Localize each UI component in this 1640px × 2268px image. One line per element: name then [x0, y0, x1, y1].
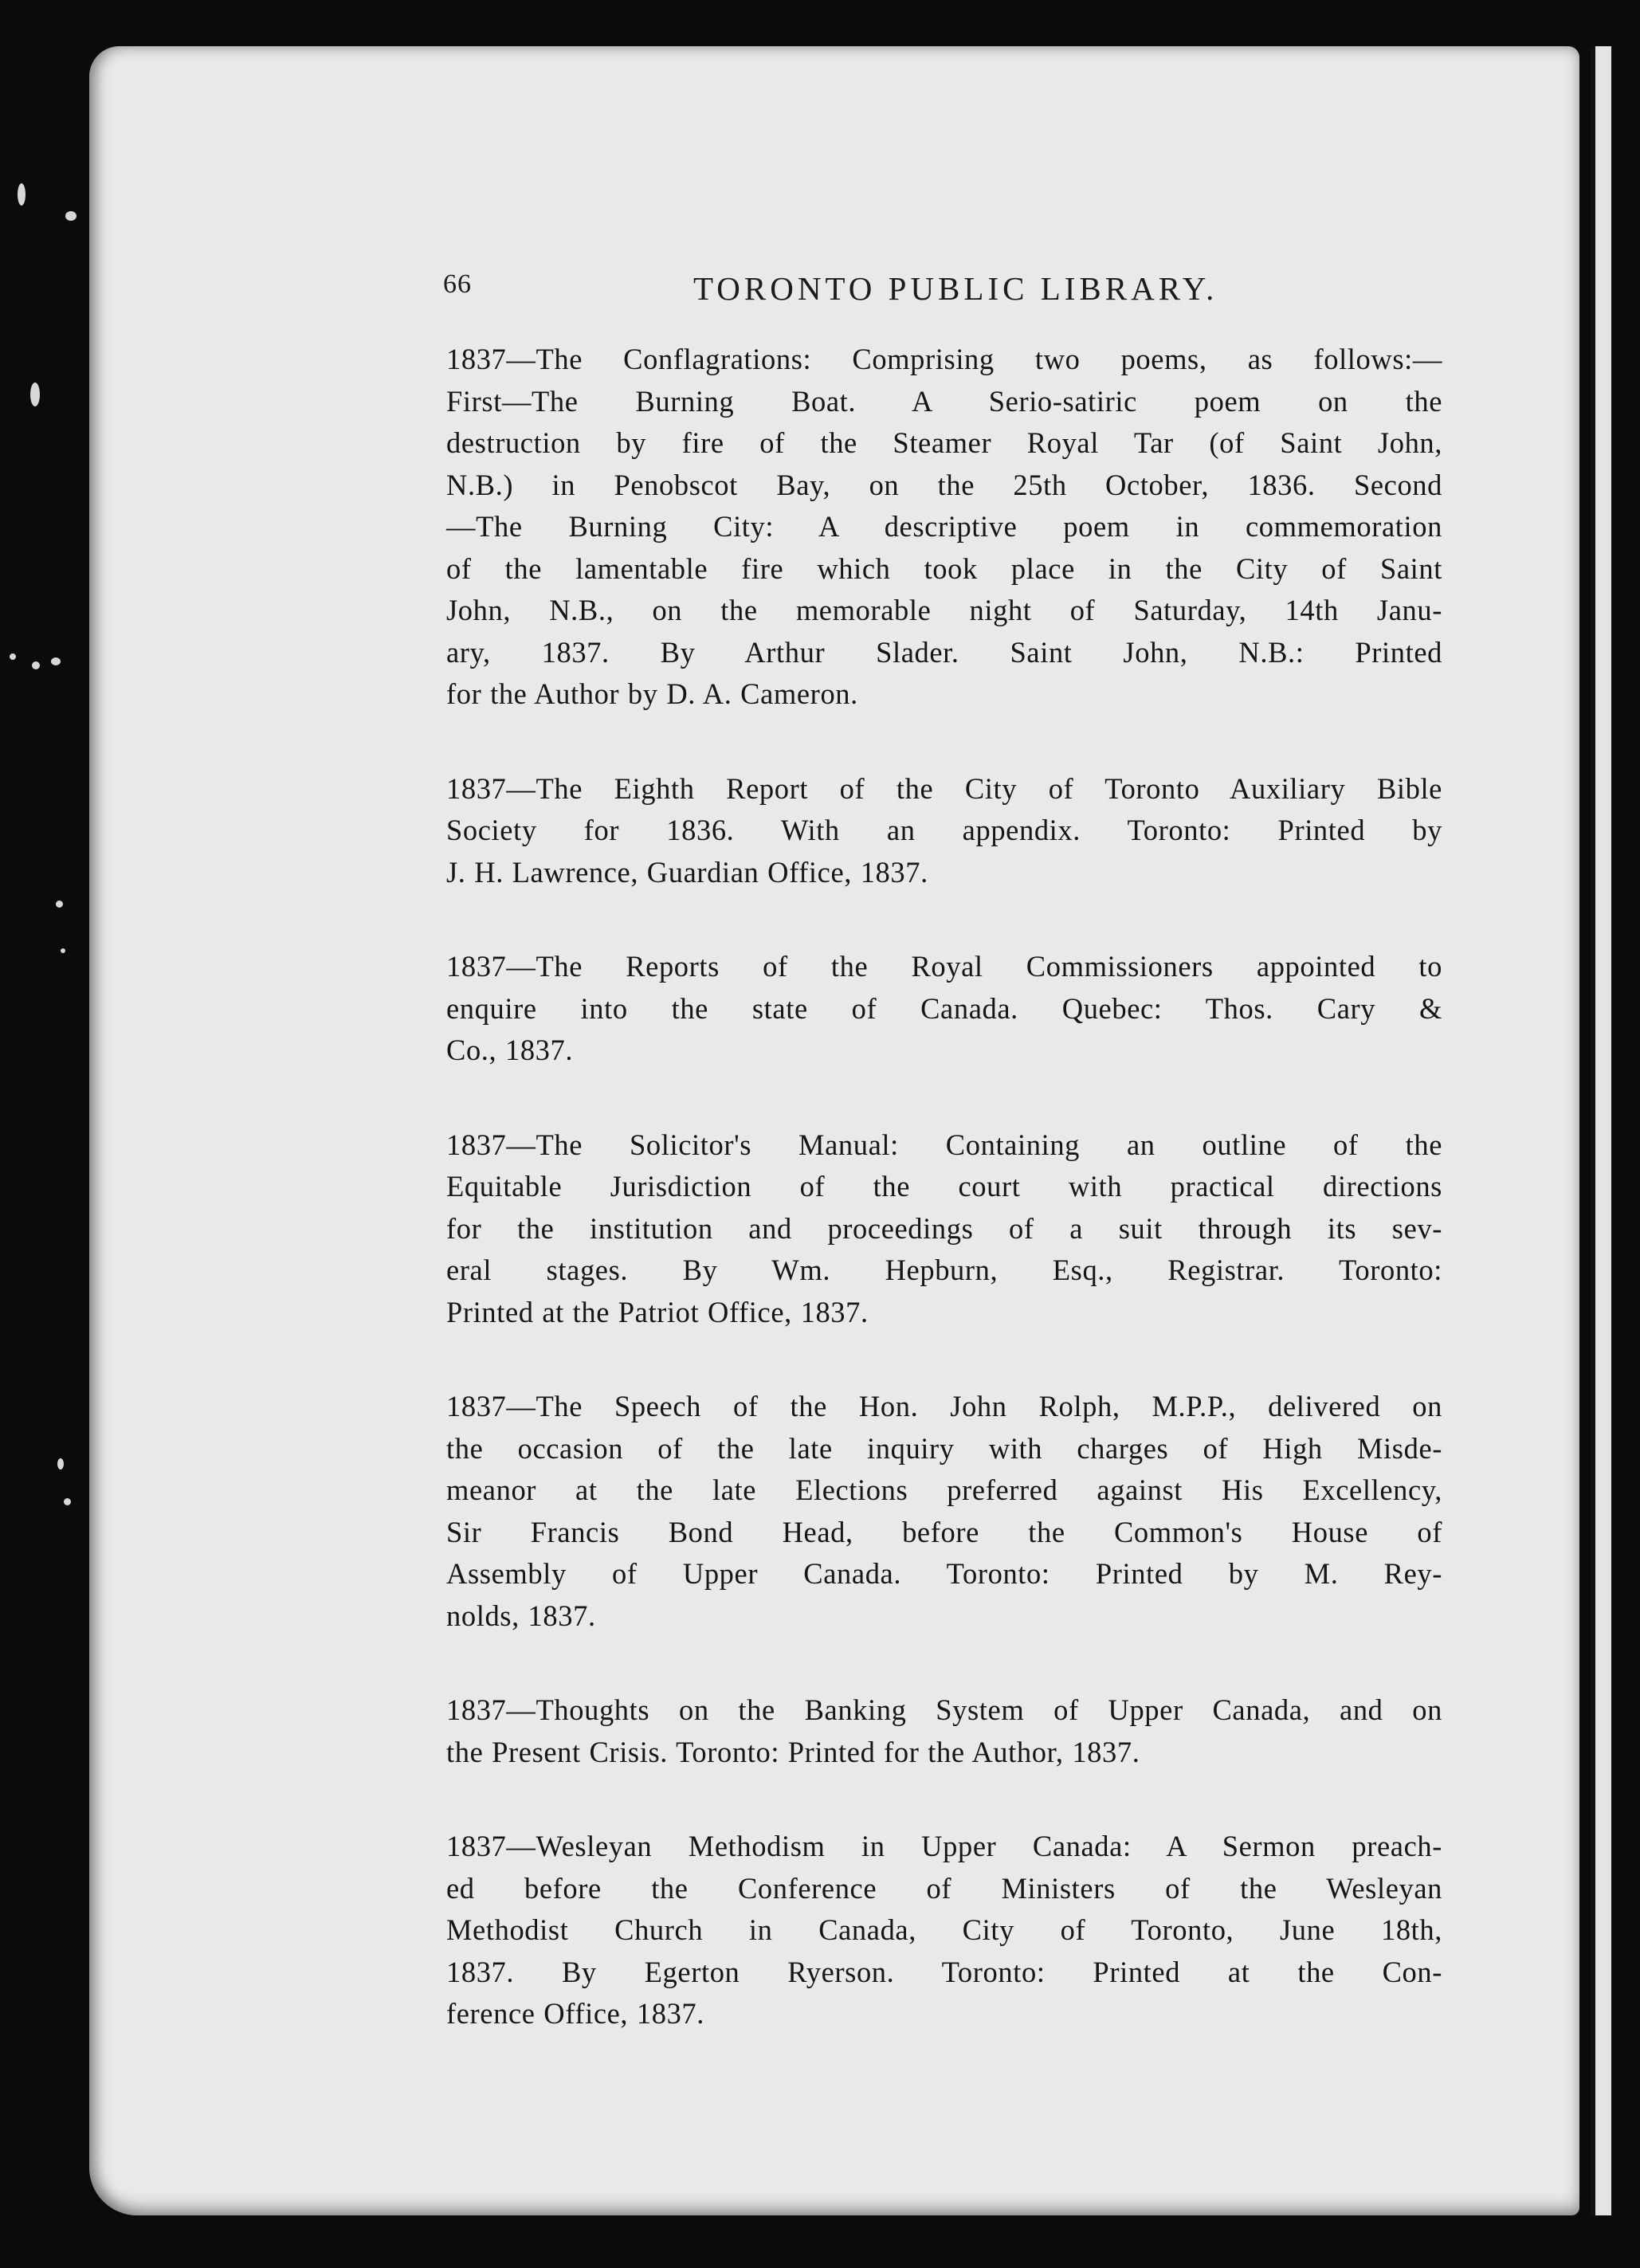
entry-line: Assembly of Upper Canada. Toronto: Printed by M. Rey-	[446, 1557, 1442, 1590]
entry-line: enquire into the state of Canada. Quebec: Thos. Cary &	[446, 991, 1442, 1025]
entry-line: of the lamentable fire which took place in the City of Saint	[446, 551, 1442, 585]
entry-line: 1837—Thoughts on the Banking System of Upper Canada, and on	[446, 1693, 1442, 1726]
entry-line: 1837—Wesleyan Methodism in Upper Canada: A Sermon preach-	[446, 1830, 1442, 1862]
entry-line: meanor at the late Elections preferred against His Excellency,	[446, 1473, 1442, 1506]
bibliography-entry	[446, 1124, 1442, 1334]
entry-line: 1837—The Conflagrations: Comprising two poems, as follows:—	[446, 343, 1442, 375]
entry-line: for the institution and proceedings of a suit through its sev-	[446, 1211, 1442, 1245]
entry-line: Methodist Church in Canada, City of Toronto, June 18th,	[446, 1913, 1442, 1946]
entry-line: Printed at the Patriot Office, 1837.	[446, 1295, 869, 1328]
entry-line: Equitable Jurisdiction of the court with practical directions	[446, 1170, 1442, 1203]
entry-line: ference Office, 1837.	[446, 1997, 705, 2030]
bibliography-entry	[446, 946, 1442, 1072]
facing-page-edge	[1591, 46, 1611, 2215]
bibliography-entry	[446, 1826, 1442, 2035]
entry-line: Co., 1837.	[446, 1034, 574, 1066]
entry-line: the Present Crisis. Toronto: Printed for the Author, 1837.	[446, 1735, 1140, 1768]
entry-line: the occasion of the late inquiry with charges of High Misde-	[446, 1431, 1442, 1465]
page-number: 66	[443, 269, 472, 299]
entry-line: N.B.) in Penobscot Bay, on the 25th October, 1836. Second	[446, 468, 1442, 501]
entry-line: 1837—The Eighth Report of the City of Toronto Auxiliary Bible	[446, 771, 1442, 805]
entry-line: eral stages. By Wm. Hepburn, Esq., Registrar. Toronto:	[446, 1254, 1442, 1286]
entry-line: Society for 1836. With an appendix. Toronto: Printed by	[446, 814, 1442, 846]
entry-line: nolds, 1837.	[446, 1599, 596, 1632]
entry-line: ary, 1837. By Arthur Slader. Saint John, N.B.: Printed	[446, 635, 1442, 669]
bibliography-entry	[446, 1386, 1442, 1637]
bibliography-entry	[446, 1689, 1442, 1773]
page-header	[443, 269, 1283, 317]
bibliography-entries	[446, 339, 1442, 2088]
entry-line: 1837—The Speech of the Hon. John Rolph, M.P.P., delivered on	[446, 1390, 1442, 1422]
entry-line: J. H. Lawrence, Guardian Office, 1837.	[446, 855, 928, 889]
entry-line: First—The Burning Boat. A Serio-satiric poem on the	[446, 384, 1442, 418]
entry-line: for the Author by D. A. Cameron.	[446, 677, 858, 710]
scan-margin-artifacts	[0, 0, 88, 2268]
entry-line: destruction by fire of the Steamer Royal Tar (of Saint John,	[446, 426, 1442, 459]
entry-line: 1837. By Egerton Ryerson. Toronto: Printed at the Con-	[446, 1955, 1442, 1988]
running-title: TORONTO PUBLIC LIBRARY.	[693, 270, 1218, 307]
entry-line: Sir Francis Bond Head, before the Common's House of	[446, 1515, 1442, 1548]
entry-line: John, N.B., on the memorable night of Saturday, 14th Janu-	[446, 594, 1442, 626]
bibliography-entry	[446, 768, 1442, 894]
bibliography-entry	[446, 339, 1442, 716]
entry-line: ed before the Conference of Ministers of the Wesleyan	[446, 1871, 1442, 1905]
entry-line: 1837—The Reports of the Royal Commissioners appointed to	[446, 950, 1442, 983]
entry-line: 1837—The Solicitor's Manual: Containing an outline of the	[446, 1128, 1442, 1161]
entry-line: —The Burning City: A descriptive poem in commemoration	[446, 510, 1442, 543]
